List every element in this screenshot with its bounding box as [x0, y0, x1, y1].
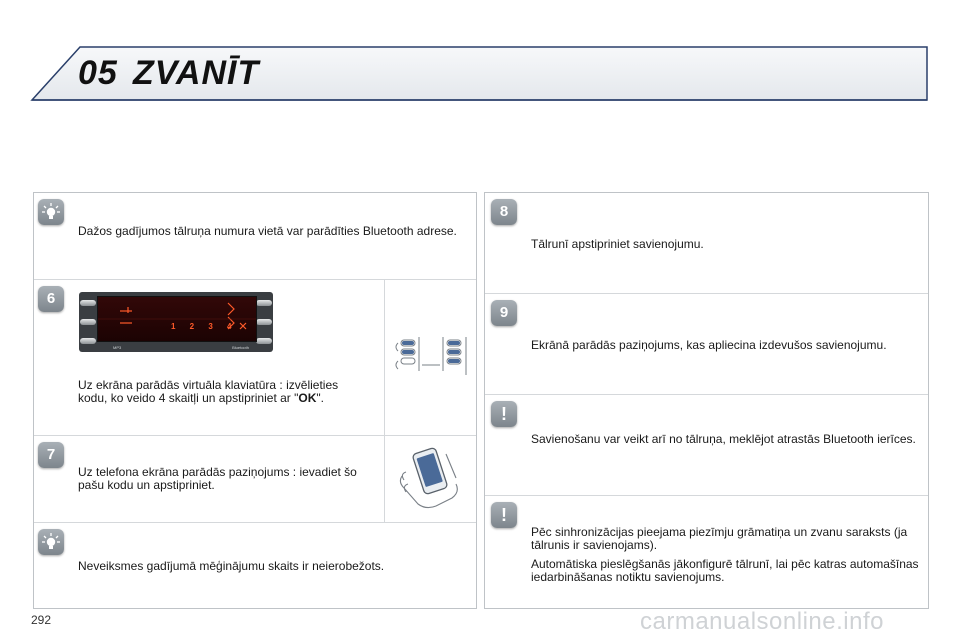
tip-badge: [38, 529, 64, 555]
column-divider-2: [384, 436, 385, 522]
display-side-button: [256, 300, 272, 306]
right-instruction-panel: [484, 192, 929, 609]
display-side-button: [80, 300, 96, 306]
watermark: carmanualsonline.info: [640, 608, 884, 635]
info-badge: [38, 199, 64, 225]
display-screen: [97, 296, 257, 342]
step-7-badge: 7: [38, 442, 64, 468]
radio-display-illustration: [79, 292, 273, 352]
warning-2-paragraph-1: Pēc sinhronizācijas pieejama piezīmju grāmatiņa un zvanu saraksts (ja tālrunis ir savienojams).: [531, 525, 908, 552]
warning-1-text: Savienošanu var veikt arī no tālruņa, meklējot atrastās Bluetooth ierīces.: [531, 432, 916, 446]
step-8-badge: 8: [491, 199, 517, 225]
step-9-row: [485, 294, 928, 395]
warning-icon: !: [491, 502, 517, 528]
keypad-illustration: [392, 335, 470, 385]
chapter-title: ZVANĪT: [133, 54, 260, 92]
step-8-row: [485, 193, 928, 294]
step-8-text: Tālrunī apstipriniet savienojumu.: [531, 237, 704, 251]
step-7-text: Uz telefona ekrāna parādās paziņojums : ievadiet šo pašu kodu un apstipriniet.: [78, 465, 357, 492]
ok-label: OK: [298, 391, 317, 405]
bottom-note-text: Neveiksmes gadījumā mēģinājumu skaits ir neierobežots.: [78, 559, 385, 573]
warning-icon: !: [491, 401, 517, 427]
phone-in-hand-icon: [396, 446, 464, 512]
step-9-badge: 9: [491, 300, 517, 326]
info-note-row: [34, 193, 476, 280]
display-side-button: [256, 319, 272, 325]
display-digits: 1 2 3 4: [171, 322, 238, 331]
display-symbols: [98, 297, 256, 341]
warning-2-paragraph-2: Automātiska pieslēgšanās jākonfigurē tālrunī, lai pēc katras automašīnas iedarbināšanas notiktu savienojums.: [531, 557, 919, 584]
left-instruction-panel: [33, 192, 477, 609]
info-note-text: Dažos gadījumos tālruņa numura vietā var parādīties Bluetooth adrese.: [78, 224, 457, 238]
page-number: 292: [31, 613, 52, 627]
display-side-button: [80, 319, 96, 325]
chapter-number: 05: [78, 54, 118, 92]
display-side-button: [256, 338, 272, 344]
chapter-header: [0, 0, 960, 110]
warning-1-row: [485, 395, 928, 496]
step-7-row: [34, 436, 476, 523]
step-6-text: Uz ekrāna parādās virtuāla klaviatūra : izvēlieties kodu, ko veido 4 skaitļi un apstipriniet ar "OK".: [78, 378, 339, 405]
bottom-note-row: [34, 523, 476, 608]
display-side-button: [80, 338, 96, 344]
column-divider: [384, 280, 385, 435]
step-9-text: Ekrānā parādās paziņojums, kas apliecina izdevušos savienojumu.: [531, 338, 887, 352]
step-6-badge: 6: [38, 286, 64, 312]
lightbulb-icon: [41, 532, 61, 552]
display-mode-label: MP3: [113, 345, 122, 350]
lightbulb-icon: [41, 202, 61, 222]
warning-2-text: [531, 526, 919, 590]
display-brand-label: Bluetooth: [232, 345, 249, 350]
warning-2-row: [485, 496, 928, 608]
